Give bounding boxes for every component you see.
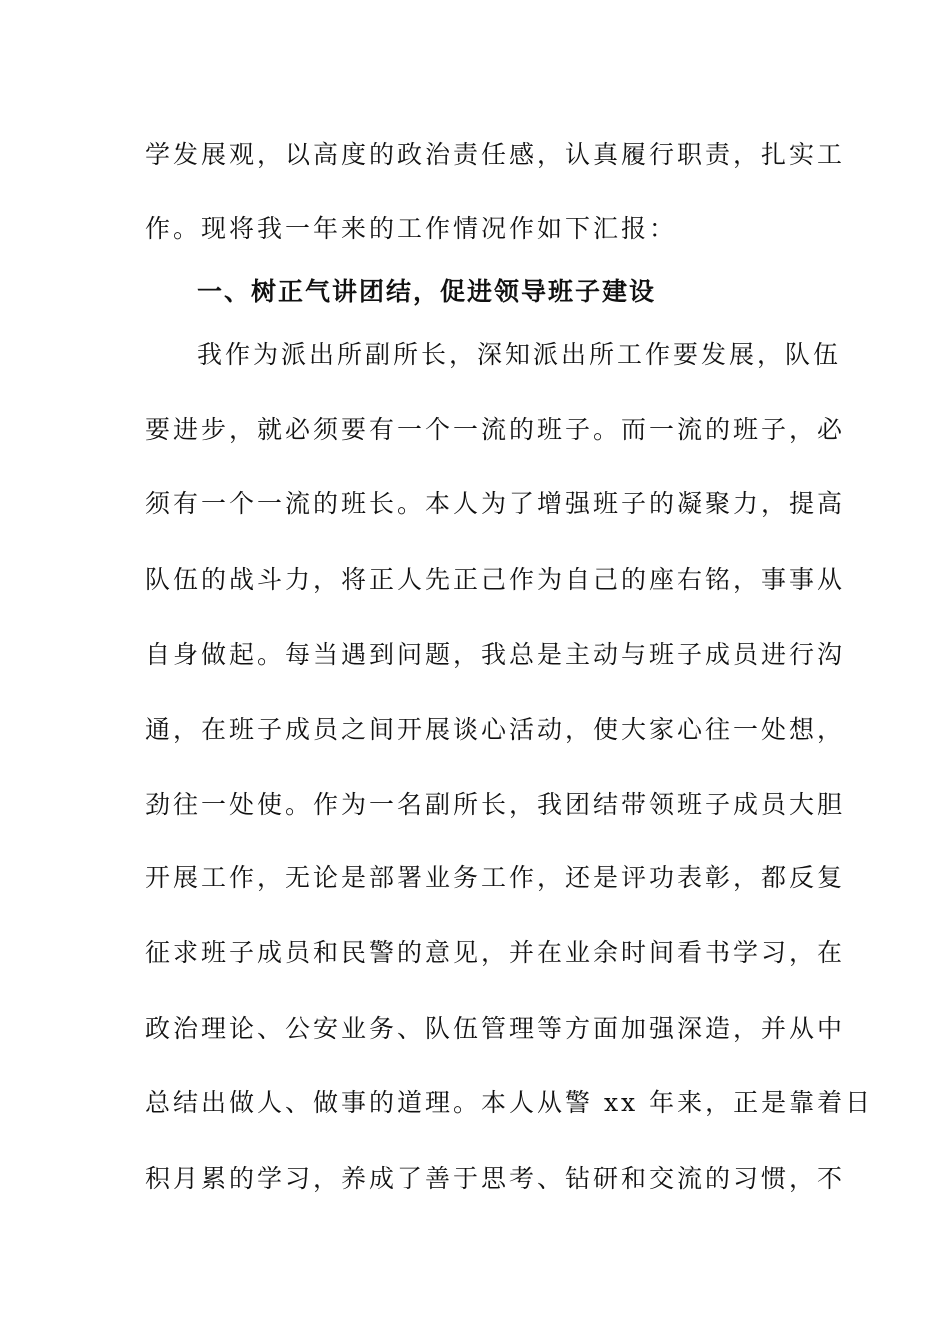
paragraph-line: 征求班子成员和民警的意见，并在业余时间看书学习，在: [145, 938, 846, 967]
paragraph-line: 学发展观，以高度的政治责任感，认真履行职责，扎实工: [145, 140, 846, 169]
paragraph-line: 开展工作，无论是部署业务工作，还是评功表彰，都反复: [145, 863, 846, 892]
paragraph-line: 队伍的战斗力，将正人先正己作为自己的座右铭，事事从: [145, 565, 846, 594]
paragraph-line: 作。现将我一年来的工作情况作如下汇报：: [145, 214, 678, 243]
paragraph-line: 总结出做人、做事的道理。本人从警 xx 年来，正是靠着日: [145, 1088, 874, 1117]
paragraph-line: 政治理论、公安业务、队伍管理等方面加强深造，并从中: [145, 1014, 846, 1043]
paragraph-line: 我作为派出所副所长，深知派出所工作要发展，队伍: [197, 340, 842, 369]
paragraph-line: 劲往一处使。作为一名副所长，我团结带领班子成员大胆: [145, 790, 846, 819]
paragraph-line: 要进步，就必须要有一个一流的班子。而一流的班子，必: [145, 415, 846, 444]
paragraph-line: 自身做起。每当遇到问题，我总是主动与班子成员进行沟: [145, 640, 846, 669]
paragraph-line: 积月累的学习，养成了善于思考、钻研和交流的习惯，不: [145, 1164, 846, 1193]
paragraph-line: 须有一个一流的班长。本人为了增强班子的凝聚力，提高: [145, 489, 846, 518]
paragraph-line: 通，在班子成员之间开展谈心活动，使大家心往一处想，: [145, 715, 846, 744]
section-heading: 一、树正气讲团结，促进领导班子建设: [197, 277, 657, 306]
